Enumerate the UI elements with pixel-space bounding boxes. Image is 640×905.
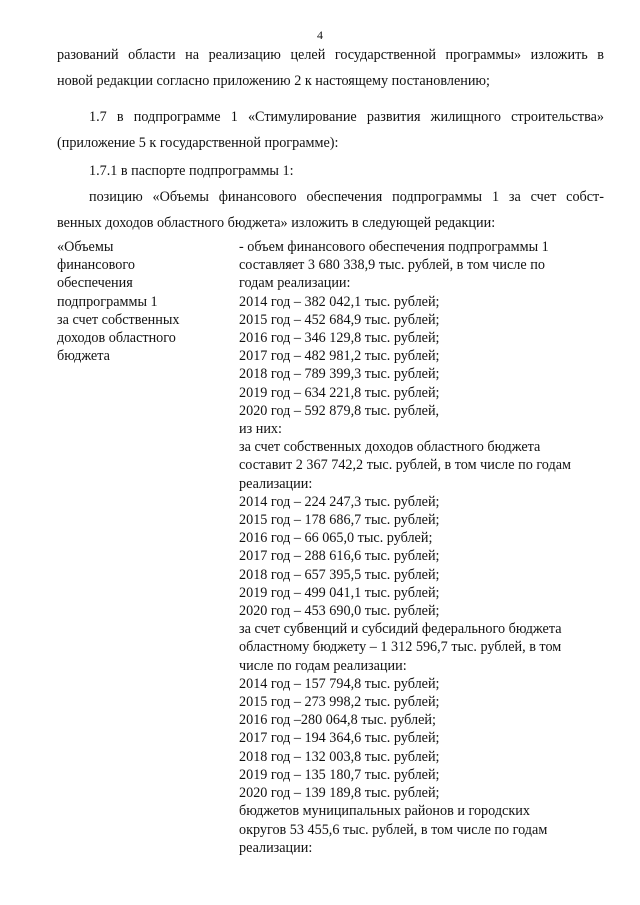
right-line: 2020 год – 592 879,8 тыс. рублей, [239,402,440,419]
right-line: 2015 год – 452 684,9 тыс. рублей; [239,311,440,328]
right-line: 2018 год – 657 395,5 тыс. рублей; [239,566,440,583]
right-line: бюджетов муниципальных районов и городских [239,803,530,820]
right-line: числе по годам реализации: [239,657,407,674]
item-1-7-line-1: 1.7 в подпрограмме 1 «Стимулирование развития жилищного строительства» [89,109,604,125]
right-line: 2016 год – 346 129,8 тыс. рублей; [239,330,440,347]
right-line: 2015 год – 273 998,2 тыс. рублей; [239,694,440,711]
item-1-7-1-paragraph [57,158,604,184]
position-paragraph [57,184,604,236]
left-line: подпрограммы 1 [57,293,158,310]
right-line: 2016 год – 66 065,0 тыс. рублей; [239,530,433,547]
position-line-2: венных доходов областного бюджета» изложить в следующей редакции: [57,215,496,231]
right-line: - объем финансового обеспечения подпрограммы 1 [239,239,549,255]
right-line: 2019 год – 135 180,7 тыс. рублей; [239,766,440,783]
left-line: бюджета [57,348,110,365]
right-line: реализации: [239,839,313,856]
right-line: 2017 год – 194 364,6 тыс. рублей; [239,730,440,747]
table-left-cell [57,238,232,365]
right-line: за счет субвенций и субсидий федерального бюджета [239,621,562,638]
right-line: округов 53 455,6 тыс. рублей, в том числе по годам [239,821,548,838]
right-line: 2014 год – 382 042,1 тыс. рублей; [239,293,440,310]
right-line: 2014 год – 157 794,8 тыс. рублей; [239,675,440,692]
intro-line-1: разований области на реализацию целей государственной программы» изложить в [57,47,604,63]
right-line: реализации: [239,475,313,492]
right-line: 2014 год – 224 247,3 тыс. рублей; [239,493,440,510]
left-line: доходов областного [57,330,176,347]
right-line: 2015 год – 178 686,7 тыс. рублей; [239,512,440,529]
right-line: годам реализации: [239,275,351,292]
intro-line-2: новой редакции согласно приложению 2 к настоящему постановлению; [57,73,490,89]
table-right-cell [239,238,609,857]
left-line: «Объемы [57,239,114,255]
item-1-7-paragraph [57,104,604,156]
right-line: составит 2 367 742,2 тыс. рублей, в том числе по годам [239,457,571,474]
item-1-7-1-line: 1.7.1 в паспорте подпрограммы 1: [89,163,294,179]
page-number: 4 [317,28,323,42]
left-line: финансового [57,257,135,274]
right-line: областному бюджету – 1 312 596,7 тыс. рублей, в том [239,639,562,656]
right-line: 2017 год – 288 616,6 тыс. рублей; [239,548,440,565]
right-line: составляет 3 680 338,9 тыс. рублей, в том числе по [239,257,545,274]
left-line: обеспечения [57,275,133,292]
right-line: 2019 год – 499 041,1 тыс. рублей; [239,584,440,601]
right-line: 2016 год –280 064,8 тыс. рублей; [239,712,436,729]
right-line: 2018 год – 132 003,8 тыс. рублей; [239,748,440,765]
right-line: 2020 год – 453 690,0 тыс. рублей; [239,603,440,620]
position-line-1: позицию «Объемы финансового обеспечения подпрограммы 1 за счет собст- [89,189,604,205]
right-line: 2019 год – 634 221,8 тыс. рублей; [239,384,440,401]
right-line: 2018 год – 789 399,3 тыс. рублей; [239,366,440,383]
intro-paragraph [57,42,604,94]
item-1-7-line-2: (приложение 5 к государственной программе): [57,135,339,151]
right-line: 2020 год – 139 189,8 тыс. рублей; [239,785,440,802]
right-line: из них: [239,421,282,438]
left-line: за счет собственных [57,311,180,328]
right-line: 2017 год – 482 981,2 тыс. рублей; [239,348,440,365]
right-line: за счет собственных доходов областного бюджета [239,439,541,456]
